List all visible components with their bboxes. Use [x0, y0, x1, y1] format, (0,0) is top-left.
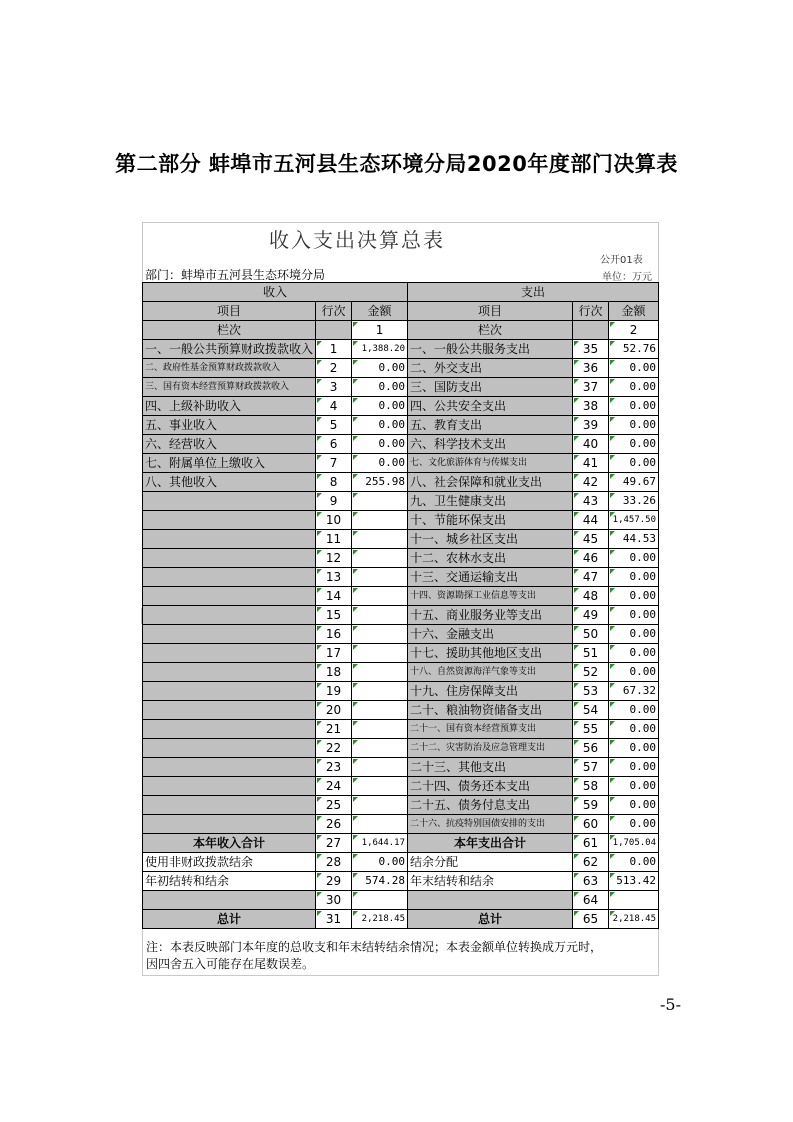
- expense-row-number: 60: [573, 815, 609, 834]
- income-amount: [352, 815, 408, 834]
- expense-amount: 0.00: [609, 549, 659, 568]
- income-amount: [352, 796, 408, 815]
- income-row-number: 7: [316, 454, 352, 473]
- income-row-number: 24: [316, 777, 352, 796]
- income-amount: [352, 739, 408, 758]
- expense-amount: 1,705.04: [609, 834, 659, 853]
- expense-amount: 0.00: [609, 739, 659, 758]
- expense-row-number: 50: [573, 625, 609, 644]
- income-item-name: 五、事业收入: [143, 416, 316, 435]
- income-item-name: [143, 663, 316, 682]
- income-amount: [352, 587, 408, 606]
- income-item-name: [143, 549, 316, 568]
- expense-amount: 1,457.50: [609, 511, 659, 530]
- table-row: [143, 853, 659, 872]
- expense-item-name: 本年支出合计: [408, 834, 573, 853]
- income-section-header: 收入: [143, 283, 408, 302]
- expense-amount: 0.00: [609, 720, 659, 739]
- income-item-name: [143, 701, 316, 720]
- income-amount: 0.00: [352, 397, 408, 416]
- department-label: 部门：蚌埠市五河县生态环境分局: [145, 268, 326, 282]
- income-item-name: [143, 682, 316, 701]
- income-row-number: 21: [316, 720, 352, 739]
- expense-amount-header: 金额: [609, 302, 659, 321]
- table-row: [143, 701, 659, 720]
- expense-item-name: 十九、住房保障支出: [408, 682, 573, 701]
- table-row: [143, 644, 659, 663]
- expense-amount: 0.00: [609, 587, 659, 606]
- expense-row-number: 38: [573, 397, 609, 416]
- expense-row-number: 40: [573, 435, 609, 454]
- table-row: [143, 891, 659, 910]
- expense-item-name: 十七、援助其他地区支出: [408, 644, 573, 663]
- table-row: [143, 473, 659, 492]
- expense-item-name: 八、社会保障和就业支出: [408, 473, 573, 492]
- income-amount: 1,644.17: [352, 834, 408, 853]
- income-amount: [352, 777, 408, 796]
- section-header-row: [143, 283, 659, 302]
- expense-row-number: 36: [573, 359, 609, 378]
- expense-item-header: 项目: [408, 302, 573, 321]
- unit-label: 单位：万元: [602, 272, 652, 283]
- income-row-number: 28: [316, 853, 352, 872]
- expense-row-number: 62: [573, 853, 609, 872]
- income-row-number: 30: [316, 891, 352, 910]
- expense-row-number: 35: [573, 340, 609, 359]
- income-row-number: 5: [316, 416, 352, 435]
- income-item-name: 八、其他收入: [143, 473, 316, 492]
- expense-item-name: 总计: [408, 910, 573, 929]
- income-row-number: 27: [316, 834, 352, 853]
- expense-amount: 0.00: [609, 777, 659, 796]
- income-amount: [352, 492, 408, 511]
- table-row: [143, 511, 659, 530]
- expense-row-number: 46: [573, 549, 609, 568]
- expense-item-name: 四、公共安全支出: [408, 397, 573, 416]
- expense-amount: 0.00: [609, 568, 659, 587]
- income-amount: 2,218.45: [352, 910, 408, 929]
- page-number: -5-: [660, 995, 681, 1014]
- column-header-row: [143, 302, 659, 321]
- income-amount: [352, 758, 408, 777]
- footnote-line-2: 因四舍五入可能存在尾数误差。: [146, 957, 315, 971]
- income-row-number: 11: [316, 530, 352, 549]
- income-amount: 0.00: [352, 359, 408, 378]
- expense-amount: 49.67: [609, 473, 659, 492]
- expense-amount: 0.00: [609, 853, 659, 872]
- expense-item-name: 十一、城乡社区支出: [408, 530, 573, 549]
- expense-item-name: 二十四、债务还本支出: [408, 777, 573, 796]
- table-row: [143, 796, 659, 815]
- table-row: [143, 549, 659, 568]
- expense-amount: 0.00: [609, 701, 659, 720]
- table-row: [143, 720, 659, 739]
- expense-row-number: 63: [573, 872, 609, 891]
- income-item-name: [143, 891, 316, 910]
- income-item-name: 三、国有资本经营预算财政拨款收入: [143, 378, 316, 397]
- income-item-name: [143, 758, 316, 777]
- table-row: [143, 777, 659, 796]
- income-amount-header: 金额: [352, 302, 408, 321]
- expense-item-name: 七、文化旅游体育与传媒支出: [408, 454, 573, 473]
- expense-amount: 0.00: [609, 644, 659, 663]
- expense-item-name: 十三、交通运输支出: [408, 568, 573, 587]
- form-number: 公开01表: [600, 255, 643, 266]
- income-item-name: 使用非财政拨款结余: [143, 853, 316, 872]
- expense-amount: 0.00: [609, 606, 659, 625]
- income-amount: [352, 720, 408, 739]
- income-amount: 0.00: [352, 454, 408, 473]
- income-row-number: 8: [316, 473, 352, 492]
- table-row: [143, 530, 659, 549]
- expense-item-name: 十四、资源勘探工业信息等支出: [408, 587, 573, 606]
- income-amount: [352, 891, 408, 910]
- income-amount: 0.00: [352, 853, 408, 872]
- income-row-number: 17: [316, 644, 352, 663]
- income-item-name: [143, 530, 316, 549]
- table-row: [143, 492, 659, 511]
- income-row-number: 6: [316, 435, 352, 454]
- income-item-name: 一、一般公共预算财政拨款收入: [143, 340, 316, 359]
- table-row: [143, 739, 659, 758]
- expense-row-number: 37: [573, 378, 609, 397]
- expense-item-name: 十八、自然资源海洋气象等支出: [408, 663, 573, 682]
- income-amount: [352, 701, 408, 720]
- table-row: [143, 872, 659, 891]
- expense-row-number: 54: [573, 701, 609, 720]
- income-row-number: 31: [316, 910, 352, 929]
- income-row-number: 23: [316, 758, 352, 777]
- income-amount: [352, 644, 408, 663]
- table-row: [143, 606, 659, 625]
- income-amount: 1,388.20: [352, 340, 408, 359]
- expense-amount: 0.00: [609, 454, 659, 473]
- expense-column-label: 栏次: [408, 321, 573, 340]
- income-row-number: 15: [316, 606, 352, 625]
- income-row-number: 12: [316, 549, 352, 568]
- income-item-name: [143, 587, 316, 606]
- income-item-name: 七、附属单位上缴收入: [143, 454, 316, 473]
- expense-row-number: 53: [573, 682, 609, 701]
- expense-item-name: 十、节能环保支出: [408, 511, 573, 530]
- expense-amount: 0.00: [609, 815, 659, 834]
- income-row-no-header: 行次: [316, 302, 352, 321]
- income-amount: [352, 530, 408, 549]
- expense-row-number: 52: [573, 663, 609, 682]
- expense-item-name: 三、国防支出: [408, 378, 573, 397]
- expense-amount: 67.32: [609, 682, 659, 701]
- table-row: [143, 397, 659, 416]
- table-row: [143, 435, 659, 454]
- expense-item-name: 二十三、其他支出: [408, 758, 573, 777]
- table-row: [143, 682, 659, 701]
- footnote-line-1: 注：本表反映部门本年度的总收支和年末结转结余情况；本表金额单位转换成万元时，: [146, 940, 603, 954]
- table-row: [143, 834, 659, 853]
- table-row: [143, 416, 659, 435]
- income-item-name: 六、经营收入: [143, 435, 316, 454]
- column-index-row: [143, 321, 659, 340]
- expense-amount: 33.26: [609, 492, 659, 511]
- income-amount: [352, 549, 408, 568]
- table-row: [143, 758, 659, 777]
- income-row-number: 2: [316, 359, 352, 378]
- expense-row-number: 64: [573, 891, 609, 910]
- expense-item-name: 十二、农林水支出: [408, 549, 573, 568]
- expense-row-number: 48: [573, 587, 609, 606]
- expense-amount: 0.00: [609, 416, 659, 435]
- expense-item-name: 九、卫生健康支出: [408, 492, 573, 511]
- table-row: [143, 815, 659, 834]
- income-item-name: [143, 796, 316, 815]
- income-item-name: [143, 777, 316, 796]
- income-item-name: 总计: [143, 910, 316, 929]
- income-column-label: 栏次: [143, 321, 316, 340]
- expense-amount: 0.00: [609, 758, 659, 777]
- expense-row-number: 55: [573, 720, 609, 739]
- table-row: [143, 568, 659, 587]
- income-row-number: 4: [316, 397, 352, 416]
- expense-amount: 0.00: [609, 359, 659, 378]
- income-row-number: 18: [316, 663, 352, 682]
- table-title: 收入支出决算总表: [269, 228, 445, 252]
- income-row-number: 22: [316, 739, 352, 758]
- expense-amount: 0.00: [609, 378, 659, 397]
- income-item-name: [143, 815, 316, 834]
- expense-row-number: 57: [573, 758, 609, 777]
- table-row: [143, 359, 659, 378]
- table-row: [143, 340, 659, 359]
- expense-amount: 513.42: [609, 872, 659, 891]
- income-item-name: [143, 511, 316, 530]
- income-row-number: 19: [316, 682, 352, 701]
- expense-row-number: 39: [573, 416, 609, 435]
- expense-amount: 0.00: [609, 625, 659, 644]
- expense-amount: 0.00: [609, 796, 659, 815]
- expense-amount: 44.53: [609, 530, 659, 549]
- income-amount: [352, 682, 408, 701]
- income-item-name: [143, 739, 316, 758]
- expense-column-index: 2: [609, 321, 659, 340]
- expense-item-name: 二十、粮油物资储备支出: [408, 701, 573, 720]
- expense-row-number: 49: [573, 606, 609, 625]
- income-row-number: 16: [316, 625, 352, 644]
- expense-item-name: 二十一、国有资本经营预算支出: [408, 720, 573, 739]
- income-item-name: 四、上级补助收入: [143, 397, 316, 416]
- expense-row-number: 51: [573, 644, 609, 663]
- income-row-number: 29: [316, 872, 352, 891]
- expense-row-number: 45: [573, 530, 609, 549]
- income-item-name: [143, 606, 316, 625]
- income-row-number: 10: [316, 511, 352, 530]
- income-row-number: 20: [316, 701, 352, 720]
- expense-item-name: 结余分配: [408, 853, 573, 872]
- expense-row-number: 58: [573, 777, 609, 796]
- table-row: [143, 378, 659, 397]
- expense-row-number: 44: [573, 511, 609, 530]
- income-amount: 0.00: [352, 378, 408, 397]
- expense-amount: 2,218.45: [609, 910, 659, 929]
- income-item-name: 本年收入合计: [143, 834, 316, 853]
- expense-section-header: 支出: [408, 283, 659, 302]
- table-row: [143, 587, 659, 606]
- expense-row-no-header: 行次: [573, 302, 609, 321]
- expense-item-name: 二十五、债务付息支出: [408, 796, 573, 815]
- income-amount: [352, 511, 408, 530]
- income-item-header: 项目: [143, 302, 316, 321]
- expense-item-name: 二、外交支出: [408, 359, 573, 378]
- income-amount: 574.28: [352, 872, 408, 891]
- income-column-blank: [316, 321, 352, 340]
- expense-item-name: 五、教育支出: [408, 416, 573, 435]
- expense-row-number: 47: [573, 568, 609, 587]
- income-item-name: 二、政府性基金预算财政拨款收入: [143, 359, 316, 378]
- income-item-name: [143, 720, 316, 739]
- expense-amount: 52.76: [609, 340, 659, 359]
- expense-item-name: [408, 891, 573, 910]
- income-item-name: [143, 644, 316, 663]
- expense-amount: 0.00: [609, 435, 659, 454]
- income-row-number: 9: [316, 492, 352, 511]
- table-row: [143, 625, 659, 644]
- income-amount: [352, 568, 408, 587]
- expense-item-name: 二十二、灾害防治及应急管理支出: [408, 739, 573, 758]
- income-row-number: 3: [316, 378, 352, 397]
- table-row: [143, 663, 659, 682]
- income-amount: [352, 625, 408, 644]
- expense-amount: [609, 891, 659, 910]
- expense-row-number: 65: [573, 910, 609, 929]
- income-row-number: 14: [316, 587, 352, 606]
- expense-row-number: 43: [573, 492, 609, 511]
- income-amount: 0.00: [352, 435, 408, 454]
- income-amount: [352, 663, 408, 682]
- income-row-number: 1: [316, 340, 352, 359]
- expense-item-name: 十六、金融支出: [408, 625, 573, 644]
- table-row: [143, 910, 659, 929]
- income-row-number: 26: [316, 815, 352, 834]
- expense-amount: 0.00: [609, 663, 659, 682]
- expense-row-number: 59: [573, 796, 609, 815]
- expense-item-name: 年末结转和结余: [408, 872, 573, 891]
- expense-row-number: 41: [573, 454, 609, 473]
- expense-item-name: 十五、商业服务业等支出: [408, 606, 573, 625]
- expense-row-number: 56: [573, 739, 609, 758]
- income-item-name: 年初结转和结余: [143, 872, 316, 891]
- footnote: [146, 939, 602, 973]
- expense-column-blank: [573, 321, 609, 340]
- expense-amount: 0.00: [609, 397, 659, 416]
- page-title: 第二部分 蚌埠市五河县生态环境分局2020年度部门决算表: [115, 152, 678, 176]
- expense-item-name: 六、科学技术支出: [408, 435, 573, 454]
- income-item-name: [143, 625, 316, 644]
- expense-row-number: 42: [573, 473, 609, 492]
- income-amount: 255.98: [352, 473, 408, 492]
- income-column-index: 1: [352, 321, 408, 340]
- table-row: [143, 454, 659, 473]
- income-amount: [352, 606, 408, 625]
- income-expense-table: [142, 282, 659, 929]
- income-amount: 0.00: [352, 416, 408, 435]
- income-row-number: 25: [316, 796, 352, 815]
- expense-row-number: 61: [573, 834, 609, 853]
- income-item-name: [143, 492, 316, 511]
- income-item-name: [143, 568, 316, 587]
- expense-item-name: 一、一般公共服务支出: [408, 340, 573, 359]
- income-row-number: 13: [316, 568, 352, 587]
- expense-item-name: 二十六、抗疫特别国债安排的支出: [408, 815, 573, 834]
